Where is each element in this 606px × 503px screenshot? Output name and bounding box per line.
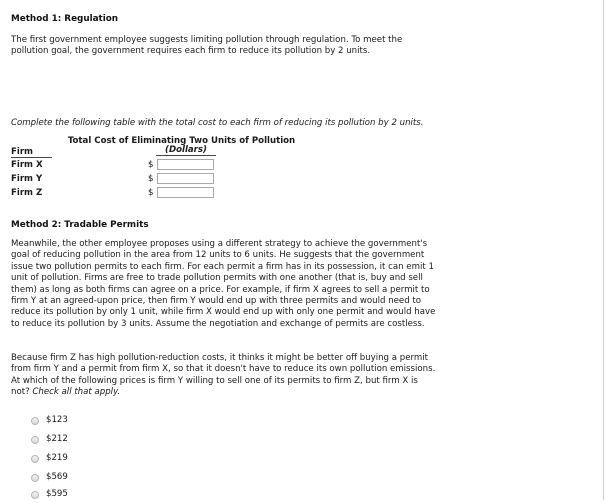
- method2-line: them) as long as both firms can agree on a price. For example, if firm X agrees to sell a permit to: [11, 284, 430, 295]
- option-label: $219: [46, 453, 68, 463]
- method2-line: issue two pollution permits to each firm. For each permit a firm has in its possession, it can emit 1: [11, 261, 434, 272]
- option-label: $123: [46, 415, 68, 425]
- checkbox-circle-icon[interactable]: [31, 455, 39, 463]
- question-prefix: not?: [11, 387, 33, 398]
- firm-z-cost-input[interactable]: [157, 187, 214, 198]
- table-caption: Total Cost of Eliminating Two Units of Pollution: [67, 136, 296, 146]
- option-label: $212: [46, 434, 68, 444]
- firm-y-cost-input[interactable]: [157, 173, 214, 184]
- dollar-sign: $: [148, 160, 154, 170]
- question-line: Because firm Z has high pollution-reduction costs, it thinks it might be better off buying a permit: [11, 353, 428, 363]
- check-all-hint: Check all that apply.: [32, 387, 121, 398]
- firm-label: Firm Z: [11, 188, 43, 198]
- method2-line: goal of reducing pollution in the area from 12 units to 6 units. He suggests that the government: [11, 250, 425, 261]
- firm-x-cost-input[interactable]: [157, 159, 214, 170]
- option-label: $595: [46, 489, 68, 499]
- table-instruction: Complete the following table with the total cost to each firm of reducing its pollution by 2 units.: [11, 118, 424, 128]
- method1-heading: Method 1: Regulation: [11, 14, 119, 24]
- method1-line: The first government employee suggests limiting pollution through regulation. To meet the: [11, 35, 403, 45]
- checkbox-circle-icon[interactable]: [31, 436, 39, 444]
- method2-line: reduce its pollution by only 1 unit, while firm X would end up with only one permit and would have: [11, 307, 436, 318]
- question-text: [11, 353, 601, 399]
- question-line-last: [11, 387, 601, 398]
- method2-line: to reduce its pollution by 3 units. Assume the negotiation and exchange of permits are costless.: [11, 318, 425, 329]
- method2-line: firm Y at an agreed-upon price, then firm Y would end up with three permits and would need to: [11, 296, 422, 307]
- table-row-firm-x: [11, 159, 216, 172]
- checkbox-circle-icon[interactable]: [31, 491, 39, 499]
- method1-line: pollution goal, the government requires each firm to reduce its pollution by 2 units.: [11, 46, 371, 57]
- checkbox-circle-icon[interactable]: [31, 417, 39, 425]
- method2-line: Meanwhile, the other employee proposes using a different strategy to achieve the government's: [11, 239, 428, 249]
- firm-label: Firm Y: [11, 174, 43, 184]
- method2-line: unit of pollution. Firms are free to trade pollution permits with one another (that is, buy and sell: [11, 273, 423, 284]
- table-row-firm-y: [11, 173, 216, 186]
- table-row-firm-z: [11, 187, 216, 200]
- method1-paragraph: [11, 35, 596, 58]
- method2-heading: Method 2: Tradable Permits: [11, 220, 149, 230]
- question-line: from firm Y and a permit from firm X, so that it doesn't have to reduce its own pollution emissions.: [11, 364, 436, 375]
- table-subcaption: (Dollars): [156, 146, 216, 156]
- dollar-sign: $: [148, 188, 154, 198]
- option-label: $569: [46, 472, 68, 482]
- method2-paragraph: [11, 239, 601, 330]
- dollar-sign: $: [148, 174, 154, 184]
- firm-column-header: Firm: [11, 148, 52, 158]
- firm-label: Firm X: [11, 160, 43, 170]
- checkbox-circle-icon[interactable]: [31, 474, 39, 482]
- question-line: At which of the following prices is firm Y willing to sell one of its permits to firm Z, but firm X is: [11, 375, 418, 386]
